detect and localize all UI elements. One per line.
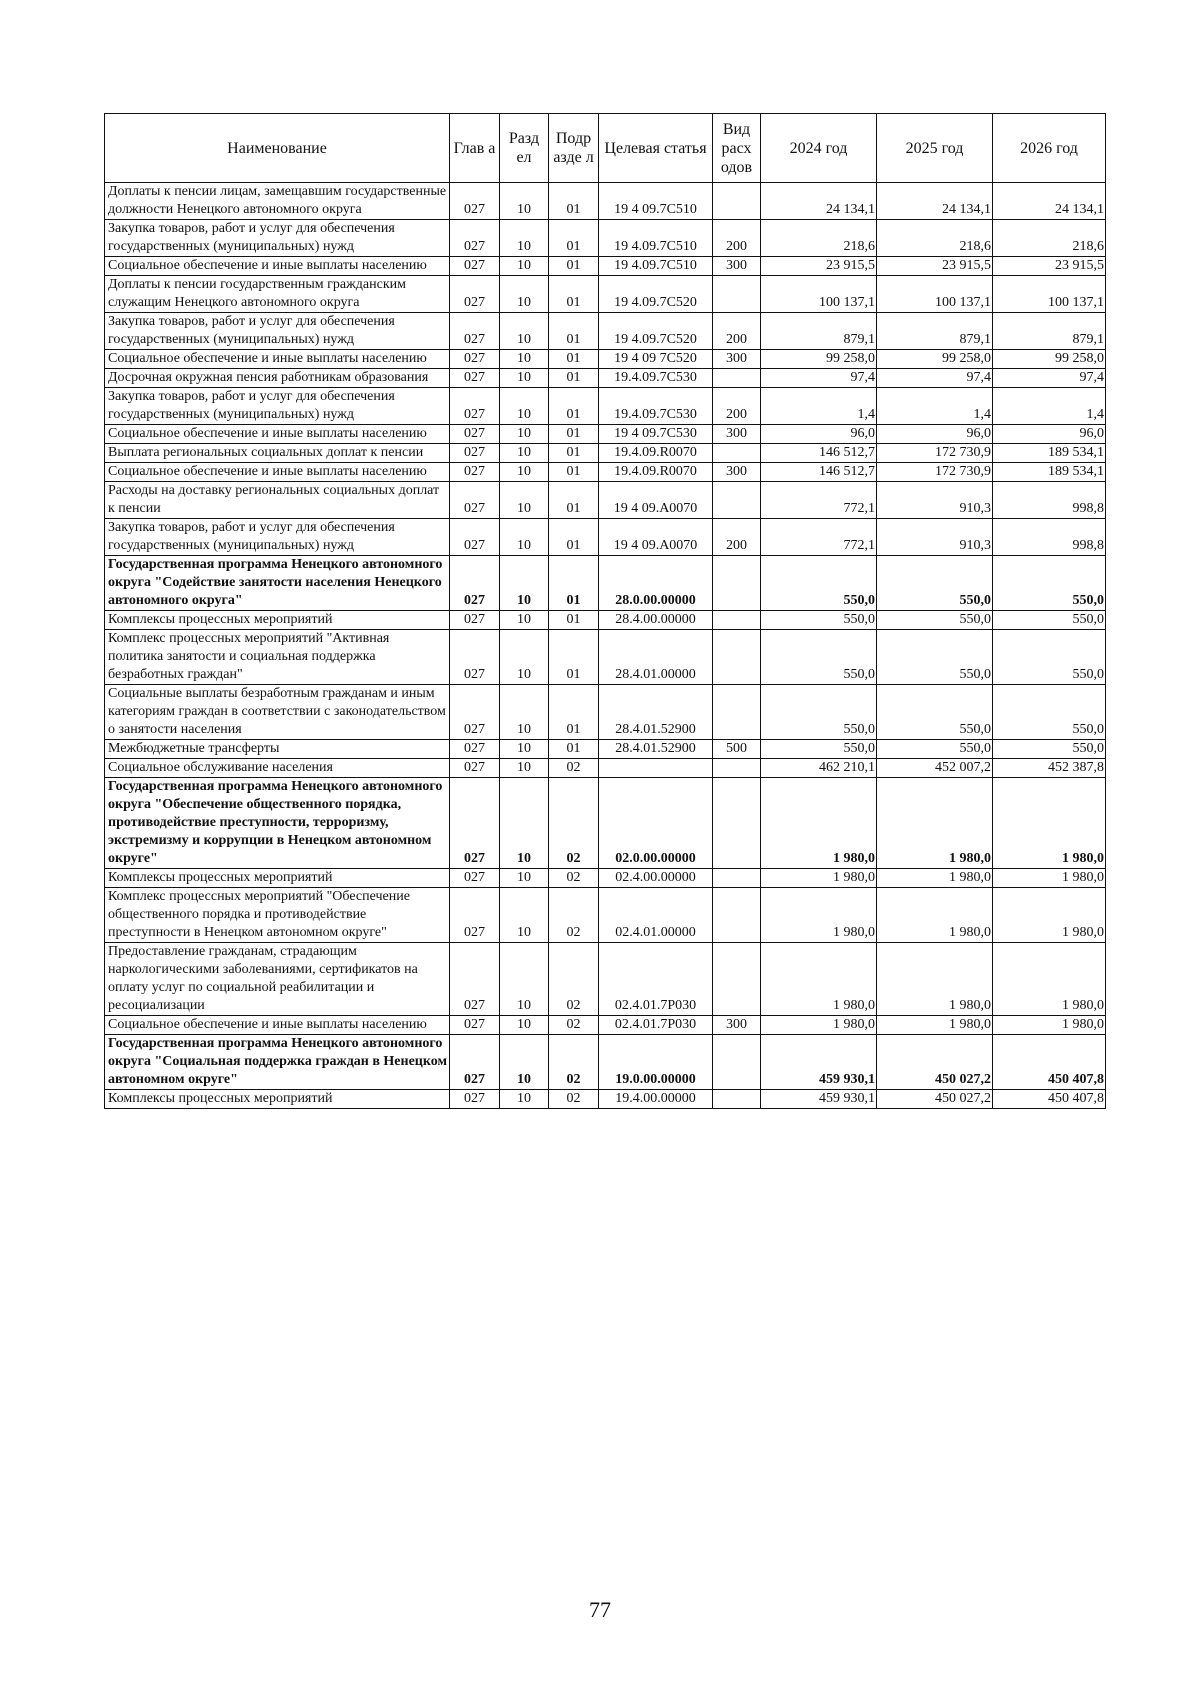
row-statya: 19 4.09.7С520 xyxy=(599,313,713,350)
row-statya: 19.4.09.R0070 xyxy=(599,444,713,463)
row-statya: 28.4.01.52900 xyxy=(599,740,713,759)
row-value-2024: 1 980,0 xyxy=(761,1016,877,1035)
table-row xyxy=(105,276,1106,313)
table-row xyxy=(105,630,1106,685)
row-value-2026: 550,0 xyxy=(993,611,1106,630)
row-statya: 19.0.00.00000 xyxy=(599,1035,713,1090)
row-value-2026: 189 534,1 xyxy=(993,463,1106,482)
table-row xyxy=(105,611,1106,630)
row-value-2026: 450 407,8 xyxy=(993,1090,1106,1109)
table-row xyxy=(105,425,1106,444)
row-value-2026: 550,0 xyxy=(993,685,1106,740)
row-name: Предоставление гражданам, страдающим наркологическими заболеваниями, сертификатов на оплату услуг по социальной реабилитации и ресоциализации xyxy=(105,943,450,1016)
row-name: Социальное обеспечение и иные выплаты населению xyxy=(105,1016,450,1035)
row-glava: 027 xyxy=(450,1090,500,1109)
row-podrazdel: 01 xyxy=(549,183,599,220)
row-value-2025: 450 027,2 xyxy=(877,1090,993,1109)
row-vid xyxy=(713,369,761,388)
row-value-2026: 96,0 xyxy=(993,425,1106,444)
row-value-2026: 1 980,0 xyxy=(993,778,1106,869)
row-value-2025: 97,4 xyxy=(877,369,993,388)
row-value-2026: 998,8 xyxy=(993,482,1106,519)
row-vid xyxy=(713,1035,761,1090)
row-value-2026: 1 980,0 xyxy=(993,888,1106,943)
row-statya: 19 4.09.7С520 xyxy=(599,276,713,313)
row-statya: 19 4.09.7С510 xyxy=(599,257,713,276)
row-value-2024: 550,0 xyxy=(761,685,877,740)
row-value-2024: 99 258,0 xyxy=(761,350,877,369)
row-glava: 027 xyxy=(450,519,500,556)
table-row xyxy=(105,183,1106,220)
row-vid: 200 xyxy=(713,388,761,425)
row-name: Комплексы процессных мероприятий xyxy=(105,1090,450,1109)
row-value-2024: 146 512,7 xyxy=(761,463,877,482)
row-razdel: 10 xyxy=(500,276,549,313)
row-statya: 19.4.09.7С530 xyxy=(599,369,713,388)
row-glava: 027 xyxy=(450,630,500,685)
row-value-2025: 96,0 xyxy=(877,425,993,444)
row-value-2024: 459 930,1 xyxy=(761,1090,877,1109)
row-vid: 300 xyxy=(713,463,761,482)
row-glava: 027 xyxy=(450,1016,500,1035)
row-podrazdel: 02 xyxy=(549,943,599,1016)
row-podrazdel: 02 xyxy=(549,1090,599,1109)
row-value-2025: 1 980,0 xyxy=(877,869,993,888)
row-value-2024: 96,0 xyxy=(761,425,877,444)
table-row xyxy=(105,463,1106,482)
row-vid: 300 xyxy=(713,1016,761,1035)
row-razdel: 10 xyxy=(500,630,549,685)
row-value-2024: 1,4 xyxy=(761,388,877,425)
row-value-2026: 998,8 xyxy=(993,519,1106,556)
header-name: Наименование xyxy=(105,114,450,183)
row-value-2025: 550,0 xyxy=(877,740,993,759)
header-razdel: Разд ел xyxy=(500,114,549,183)
row-razdel: 10 xyxy=(500,1090,549,1109)
row-razdel: 10 xyxy=(500,183,549,220)
row-value-2024: 550,0 xyxy=(761,740,877,759)
row-statya: 02.4.00.00000 xyxy=(599,869,713,888)
header-2025: 2025 год xyxy=(877,114,993,183)
row-podrazdel: 01 xyxy=(549,463,599,482)
row-razdel: 10 xyxy=(500,740,549,759)
row-vid xyxy=(713,685,761,740)
row-vid xyxy=(713,759,761,778)
row-razdel: 10 xyxy=(500,519,549,556)
row-name: Закупка товаров, работ и услуг для обеспечения государственных (муниципальных) нужд xyxy=(105,519,450,556)
row-glava: 027 xyxy=(450,778,500,869)
table-header-row xyxy=(105,114,1106,183)
header-vid: Вид расх одов xyxy=(713,114,761,183)
table-row xyxy=(105,257,1106,276)
row-name: Государственная программа Ненецкого автономного округа "Содействие занятости населения Ненецкого автономного округа" xyxy=(105,556,450,611)
row-statya: 28.0.00.00000 xyxy=(599,556,713,611)
row-value-2025: 99 258,0 xyxy=(877,350,993,369)
row-razdel: 10 xyxy=(500,556,549,611)
header-statya: Целевая статья xyxy=(599,114,713,183)
row-value-2024: 1 980,0 xyxy=(761,778,877,869)
row-statya: 19 4 09.7С530 xyxy=(599,425,713,444)
row-name: Социальное обеспечение и иные выплаты населению xyxy=(105,463,450,482)
row-razdel: 10 xyxy=(500,943,549,1016)
row-value-2025: 910,3 xyxy=(877,482,993,519)
row-value-2026: 1 980,0 xyxy=(993,869,1106,888)
row-glava: 027 xyxy=(450,869,500,888)
row-value-2026: 550,0 xyxy=(993,556,1106,611)
row-value-2024: 1 980,0 xyxy=(761,888,877,943)
row-name: Межбюджетные трансферты xyxy=(105,740,450,759)
row-value-2025: 218,6 xyxy=(877,220,993,257)
row-podrazdel: 02 xyxy=(549,759,599,778)
row-value-2024: 100 137,1 xyxy=(761,276,877,313)
row-value-2025: 879,1 xyxy=(877,313,993,350)
row-value-2026: 1 980,0 xyxy=(993,1016,1106,1035)
row-statya: 19 4 09.7С510 xyxy=(599,183,713,220)
row-name: Социальное обеспечение и иные выплаты населению xyxy=(105,425,450,444)
table-row xyxy=(105,1035,1106,1090)
row-glava: 027 xyxy=(450,1035,500,1090)
row-value-2024: 550,0 xyxy=(761,630,877,685)
row-name: Комплекс процессных мероприятий "Активная политика занятости и социальная поддержка безработных граждан" xyxy=(105,630,450,685)
row-value-2026: 218,6 xyxy=(993,220,1106,257)
row-podrazdel: 02 xyxy=(549,1035,599,1090)
row-podrazdel: 02 xyxy=(549,1016,599,1035)
row-vid xyxy=(713,778,761,869)
row-value-2026: 450 407,8 xyxy=(993,1035,1106,1090)
row-name: Доплаты к пенсии государственным гражданским служащим Ненецкого автономного округа xyxy=(105,276,450,313)
page-number: 77 xyxy=(589,1597,611,1622)
row-glava: 027 xyxy=(450,444,500,463)
row-value-2024: 462 210,1 xyxy=(761,759,877,778)
row-statya: 28.4.01.52900 xyxy=(599,685,713,740)
row-value-2026: 879,1 xyxy=(993,313,1106,350)
row-glava: 027 xyxy=(450,556,500,611)
row-value-2025: 1 980,0 xyxy=(877,778,993,869)
row-vid: 300 xyxy=(713,425,761,444)
row-value-2025: 550,0 xyxy=(877,630,993,685)
table-row xyxy=(105,888,1106,943)
row-name: Комплексы процессных мероприятий xyxy=(105,611,450,630)
row-glava: 027 xyxy=(450,276,500,313)
row-vid xyxy=(713,888,761,943)
row-name: Выплата региональных социальных доплат к пенсии xyxy=(105,444,450,463)
row-podrazdel: 01 xyxy=(549,685,599,740)
row-vid xyxy=(713,611,761,630)
row-vid: 300 xyxy=(713,350,761,369)
row-podrazdel: 01 xyxy=(549,444,599,463)
row-value-2026: 1 980,0 xyxy=(993,943,1106,1016)
row-podrazdel: 01 xyxy=(549,630,599,685)
row-statya: 19.4.09.R0070 xyxy=(599,463,713,482)
row-name: Социальные выплаты безработным гражданам и иным категориям граждан в соответствии с законодательством о занятости населения xyxy=(105,685,450,740)
row-value-2024: 97,4 xyxy=(761,369,877,388)
row-glava: 027 xyxy=(450,220,500,257)
row-name: Государственная программа Ненецкого автономного округа "Социальная поддержка граждан в Ненецком автономном округе" xyxy=(105,1035,450,1090)
row-statya: 19 4.09.7С510 xyxy=(599,220,713,257)
row-name: Комплексы процессных мероприятий xyxy=(105,869,450,888)
header-glava: Глав а xyxy=(450,114,500,183)
row-name: Комплекс процессных мероприятий "Обеспечение общественного порядка и противодействие преступности в Ненецком автономном округе" xyxy=(105,888,450,943)
row-vid xyxy=(713,183,761,220)
row-value-2025: 24 134,1 xyxy=(877,183,993,220)
row-vid: 200 xyxy=(713,519,761,556)
row-razdel: 10 xyxy=(500,257,549,276)
row-razdel: 10 xyxy=(500,1016,549,1035)
row-value-2025: 550,0 xyxy=(877,611,993,630)
row-vid xyxy=(713,943,761,1016)
row-razdel: 10 xyxy=(500,869,549,888)
row-value-2025: 172 730,9 xyxy=(877,444,993,463)
row-razdel: 10 xyxy=(500,388,549,425)
table-row xyxy=(105,313,1106,350)
row-vid: 500 xyxy=(713,740,761,759)
row-statya: 28.4.01.00000 xyxy=(599,630,713,685)
table-row xyxy=(105,369,1106,388)
row-vid xyxy=(713,444,761,463)
row-statya: 19 4 09.А0070 xyxy=(599,482,713,519)
table-row xyxy=(105,869,1106,888)
row-value-2026: 1,4 xyxy=(993,388,1106,425)
header-podrazdel: Подр азде л xyxy=(549,114,599,183)
row-value-2024: 146 512,7 xyxy=(761,444,877,463)
row-value-2026: 189 534,1 xyxy=(993,444,1106,463)
table-row xyxy=(105,444,1106,463)
row-statya: 28.4.00.00000 xyxy=(599,611,713,630)
row-value-2026: 24 134,1 xyxy=(993,183,1106,220)
row-value-2026: 97,4 xyxy=(993,369,1106,388)
row-podrazdel: 01 xyxy=(549,556,599,611)
row-value-2024: 879,1 xyxy=(761,313,877,350)
row-statya: 02.4.01.7Р030 xyxy=(599,943,713,1016)
table-row xyxy=(105,778,1106,869)
row-podrazdel: 01 xyxy=(549,220,599,257)
row-podrazdel: 01 xyxy=(549,388,599,425)
row-value-2024: 550,0 xyxy=(761,611,877,630)
row-vid xyxy=(713,869,761,888)
row-razdel: 10 xyxy=(500,759,549,778)
row-value-2024: 218,6 xyxy=(761,220,877,257)
row-value-2024: 772,1 xyxy=(761,519,877,556)
row-podrazdel: 01 xyxy=(549,350,599,369)
row-name: Социальное обслуживание населения xyxy=(105,759,450,778)
row-name: Социальное обеспечение и иные выплаты населению xyxy=(105,257,450,276)
row-razdel: 10 xyxy=(500,463,549,482)
row-glava: 027 xyxy=(450,313,500,350)
row-name: Социальное обеспечение и иные выплаты населению xyxy=(105,350,450,369)
table-row xyxy=(105,1090,1106,1109)
row-value-2025: 550,0 xyxy=(877,685,993,740)
row-value-2025: 550,0 xyxy=(877,556,993,611)
row-name: Расходы на доставку региональных социальных доплат к пенсии xyxy=(105,482,450,519)
row-value-2025: 910,3 xyxy=(877,519,993,556)
table-row xyxy=(105,519,1106,556)
row-glava: 027 xyxy=(450,482,500,519)
row-razdel: 10 xyxy=(500,482,549,519)
row-podrazdel: 01 xyxy=(549,276,599,313)
row-glava: 027 xyxy=(450,611,500,630)
row-glava: 027 xyxy=(450,740,500,759)
row-name: Досрочная окружная пенсия работникам образования xyxy=(105,369,450,388)
table-row xyxy=(105,220,1106,257)
table-row xyxy=(105,1016,1106,1035)
table-body xyxy=(105,183,1106,1109)
row-glava: 027 xyxy=(450,350,500,369)
row-statya xyxy=(599,759,713,778)
row-vid xyxy=(713,482,761,519)
row-value-2024: 772,1 xyxy=(761,482,877,519)
row-razdel: 10 xyxy=(500,369,549,388)
row-podrazdel: 01 xyxy=(549,482,599,519)
row-podrazdel: 01 xyxy=(549,425,599,444)
row-podrazdel: 01 xyxy=(549,257,599,276)
row-razdel: 10 xyxy=(500,220,549,257)
row-name: Закупка товаров, работ и услуг для обеспечения государственных (муниципальных) нужд xyxy=(105,220,450,257)
row-value-2025: 1 980,0 xyxy=(877,1016,993,1035)
table-row xyxy=(105,556,1106,611)
row-value-2024: 550,0 xyxy=(761,556,877,611)
row-value-2025: 452 007,2 xyxy=(877,759,993,778)
row-value-2026: 550,0 xyxy=(993,630,1106,685)
table-row xyxy=(105,350,1106,369)
row-value-2026: 99 258,0 xyxy=(993,350,1106,369)
row-value-2025: 450 027,2 xyxy=(877,1035,993,1090)
row-razdel: 10 xyxy=(500,888,549,943)
row-value-2025: 172 730,9 xyxy=(877,463,993,482)
row-glava: 027 xyxy=(450,369,500,388)
row-razdel: 10 xyxy=(500,685,549,740)
row-vid xyxy=(713,630,761,685)
row-statya: 19 4 09 7С520 xyxy=(599,350,713,369)
row-podrazdel: 02 xyxy=(549,869,599,888)
row-value-2026: 452 387,8 xyxy=(993,759,1106,778)
row-razdel: 10 xyxy=(500,313,549,350)
table-row xyxy=(105,740,1106,759)
row-name: Закупка товаров, работ и услуг для обеспечения государственных (муниципальных) нужд xyxy=(105,388,450,425)
row-glava: 027 xyxy=(450,759,500,778)
row-razdel: 10 xyxy=(500,425,549,444)
row-statya: 19 4 09.А0070 xyxy=(599,519,713,556)
budget-table xyxy=(104,113,1106,1109)
row-podrazdel: 01 xyxy=(549,369,599,388)
row-value-2024: 23 915,5 xyxy=(761,257,877,276)
row-value-2025: 23 915,5 xyxy=(877,257,993,276)
row-razdel: 10 xyxy=(500,350,549,369)
row-value-2026: 23 915,5 xyxy=(993,257,1106,276)
row-glava: 027 xyxy=(450,257,500,276)
row-podrazdel: 01 xyxy=(549,611,599,630)
row-glava: 027 xyxy=(450,183,500,220)
row-value-2024: 24 134,1 xyxy=(761,183,877,220)
row-glava: 027 xyxy=(450,463,500,482)
row-razdel: 10 xyxy=(500,778,549,869)
table-row xyxy=(105,759,1106,778)
row-value-2025: 1 980,0 xyxy=(877,943,993,1016)
row-value-2025: 1 980,0 xyxy=(877,888,993,943)
row-vid xyxy=(713,1090,761,1109)
row-vid: 200 xyxy=(713,220,761,257)
table-row xyxy=(105,482,1106,519)
row-podrazdel: 02 xyxy=(549,888,599,943)
row-name: Доплаты к пенсии лицам, замещавшим государственные должности Ненецкого автономного округа xyxy=(105,183,450,220)
row-razdel: 10 xyxy=(500,611,549,630)
row-podrazdel: 01 xyxy=(549,740,599,759)
row-razdel: 10 xyxy=(500,444,549,463)
row-statya: 19.4.09.7С530 xyxy=(599,388,713,425)
row-value-2024: 1 980,0 xyxy=(761,869,877,888)
header-2026: 2026 год xyxy=(993,114,1106,183)
row-value-2024: 1 980,0 xyxy=(761,943,877,1016)
row-value-2025: 1,4 xyxy=(877,388,993,425)
row-value-2026: 550,0 xyxy=(993,740,1106,759)
row-podrazdel: 02 xyxy=(549,778,599,869)
header-2024: 2024 год xyxy=(761,114,877,183)
row-vid xyxy=(713,556,761,611)
row-statya: 02.4.01.7Р030 xyxy=(599,1016,713,1035)
row-razdel: 10 xyxy=(500,1035,549,1090)
row-name: Закупка товаров, работ и услуг для обеспечения государственных (муниципальных) нужд xyxy=(105,313,450,350)
row-statya: 02.0.00.00000 xyxy=(599,778,713,869)
row-podrazdel: 01 xyxy=(549,519,599,556)
row-glava: 027 xyxy=(450,425,500,444)
row-podrazdel: 01 xyxy=(549,313,599,350)
table-row xyxy=(105,943,1106,1016)
row-statya: 19.4.00.00000 xyxy=(599,1090,713,1109)
row-value-2026: 100 137,1 xyxy=(993,276,1106,313)
row-vid xyxy=(713,276,761,313)
row-value-2025: 100 137,1 xyxy=(877,276,993,313)
row-glava: 027 xyxy=(450,388,500,425)
row-glava: 027 xyxy=(450,888,500,943)
table-row xyxy=(105,685,1106,740)
row-vid: 200 xyxy=(713,313,761,350)
row-name: Государственная программа Ненецкого автономного округа "Обеспечение общественного порядка, противодействие преступности, терроризму, экстремизму и коррупции в Ненецком автономном округе" xyxy=(105,778,450,869)
row-vid: 300 xyxy=(713,257,761,276)
row-glava: 027 xyxy=(450,943,500,1016)
row-value-2024: 459 930,1 xyxy=(761,1035,877,1090)
row-glava: 027 xyxy=(450,685,500,740)
table-row xyxy=(105,388,1106,425)
row-statya: 02.4.01.00000 xyxy=(599,888,713,943)
